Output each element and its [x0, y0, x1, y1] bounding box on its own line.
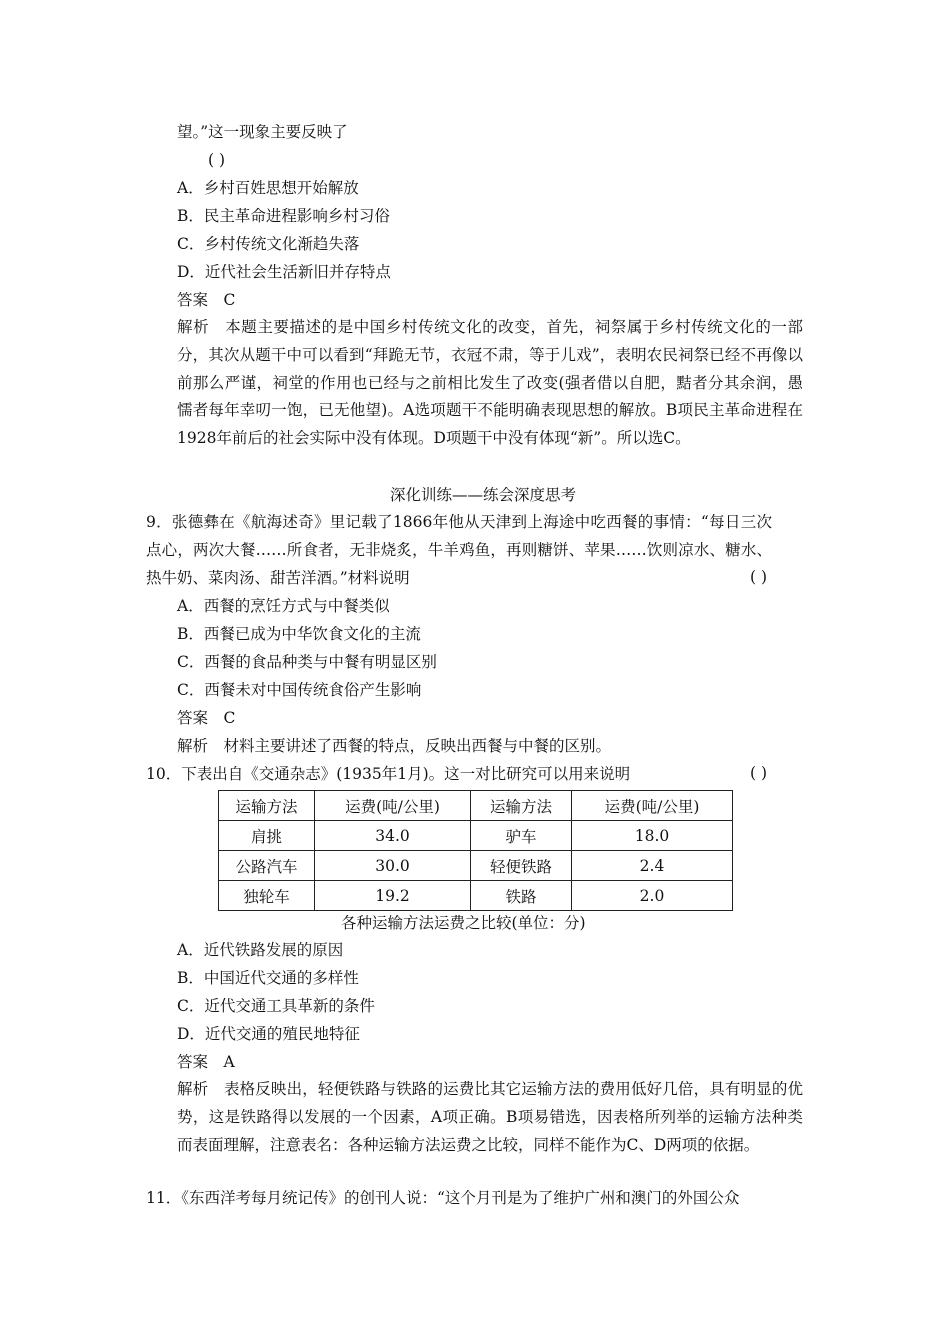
q11-stem: 11．《东西洋考每月统记传》的创刊人说：“这个月刊是为了维护广州和澳门的外国公众	[146, 1189, 740, 1207]
table-row	[219, 851, 733, 881]
q9-analysis: 解析 材料主要讲述了西餐的特点，反映出西餐与中餐的区别。	[177, 737, 612, 755]
table-cell: 肩挑	[219, 821, 315, 851]
q8-stem-continuation: 望。”这一现象主要反映了	[177, 123, 348, 141]
q9-stem	[146, 509, 772, 592]
table-cell: 34.0	[315, 821, 471, 851]
q10-answer: 答案 A	[177, 1053, 235, 1071]
q10-option-a: A．近代铁路发展的原因	[177, 941, 344, 959]
q8-option-d: D．近代社会生活新旧并存特点	[177, 263, 391, 281]
q10-option-c: C．近代交通工具革新的条件	[177, 997, 375, 1015]
table-cell: 铁路	[471, 881, 572, 911]
table-row	[219, 821, 733, 851]
q9-answer-bracket: ( )	[750, 568, 768, 586]
section-title: 深化训练——练会深度思考	[390, 486, 577, 504]
q9-option-b: B．西餐已成为中华饮食文化的主流	[177, 625, 421, 643]
q10-answer-bracket: ( )	[750, 764, 768, 782]
table-row	[219, 881, 733, 911]
q9-option-a: A．西餐的烹饪方式与中餐类似	[177, 597, 390, 615]
table-cell: 独轮车	[219, 881, 315, 911]
q8-answer: 答案 C	[177, 291, 236, 309]
q8-option-a: A．乡村百姓思想开始解放	[177, 179, 359, 197]
table-cell: 2.4	[572, 851, 733, 881]
q8-analysis: 解析 本题主要描述的是中国乡村传统文化的改变，首先，祠祭属于乡村传统文化的一部分，其次从题干中可以看到“拜跪无节，衣冠不肃，等于儿戏”，表明农民祠祭已经不再像以前那么严谨，祠堂的作用也已经与之前相比发生了改变(强者借以自肥，黠者分其余润，愚懦者每年幸叨一饱，已无他望)。A选项题干不能明确表现思想的解放。B项民主革命进程在1928年前后的社会实际中没有体现。D项题干中没有体现“新”。所以选C。	[177, 318, 803, 448]
q8-option-b: B．民主革命进程影响乡村习俗	[177, 207, 390, 225]
table-cell: 18.0	[572, 821, 733, 851]
q9-option-c: C．西餐的食品种类与中餐有明显区别	[177, 653, 437, 671]
table-cell: 2.0	[572, 881, 733, 911]
table-header-cell: 运输方法	[471, 791, 572, 821]
q9-option-d: C．西餐未对中国传统食俗产生影响	[177, 681, 422, 699]
q9-answer: 答案 C	[177, 709, 236, 727]
q10-stem: 10．下表出自《交通杂志》(1935年1月)。这一对比研究可以用来说明	[146, 765, 631, 783]
table-caption: 各种运输方法运费之比较(单位：分)	[341, 914, 586, 932]
table-cell: 轻便铁路	[471, 851, 572, 881]
q9-stem-text: 9．张德彝在《航海述奇》里记载了1866年他从天津到上海途中吃西餐的事情：“每日三次点心，两次大餐……所食者，无非烧炙，牛羊鸡鱼，再则糖饼、苹果……饮则凉水、糖水、热牛奶、菜肉汤、甜苦洋酒。”材料说明	[146, 513, 772, 587]
table-header-cell: 运费(吨/公里)	[315, 791, 471, 821]
table-cell: 19.2	[315, 881, 471, 911]
q10-analysis: 解析 表格反映出，轻便铁路与铁路的运费比其它运输方法的费用低好几倍，具有明显的优势，这是铁路得以发展的一个因素，A项正确。B项易错选，因表格所列举的运输方法种类而表面理解，注意表名：各种运输方法运费之比较，同样不能作为C、D两项的依据。	[177, 1080, 803, 1154]
table-cell: 30.0	[315, 851, 471, 881]
q10-option-b: B．中国近代交通的多样性	[177, 969, 359, 987]
q8-answer-bracket: ( )	[208, 151, 226, 169]
freight-cost-table	[218, 790, 733, 911]
q8-option-c: C．乡村传统文化渐趋失落	[177, 235, 360, 253]
table-cell: 公路汽车	[219, 851, 315, 881]
table-header-row	[219, 791, 733, 821]
table-header-cell: 运输方法	[219, 791, 315, 821]
q10-option-d: D．近代交通的殖民地特征	[177, 1025, 360, 1043]
table-header-cell: 运费(吨/公里)	[572, 791, 733, 821]
table-cell: 驴车	[471, 821, 572, 851]
